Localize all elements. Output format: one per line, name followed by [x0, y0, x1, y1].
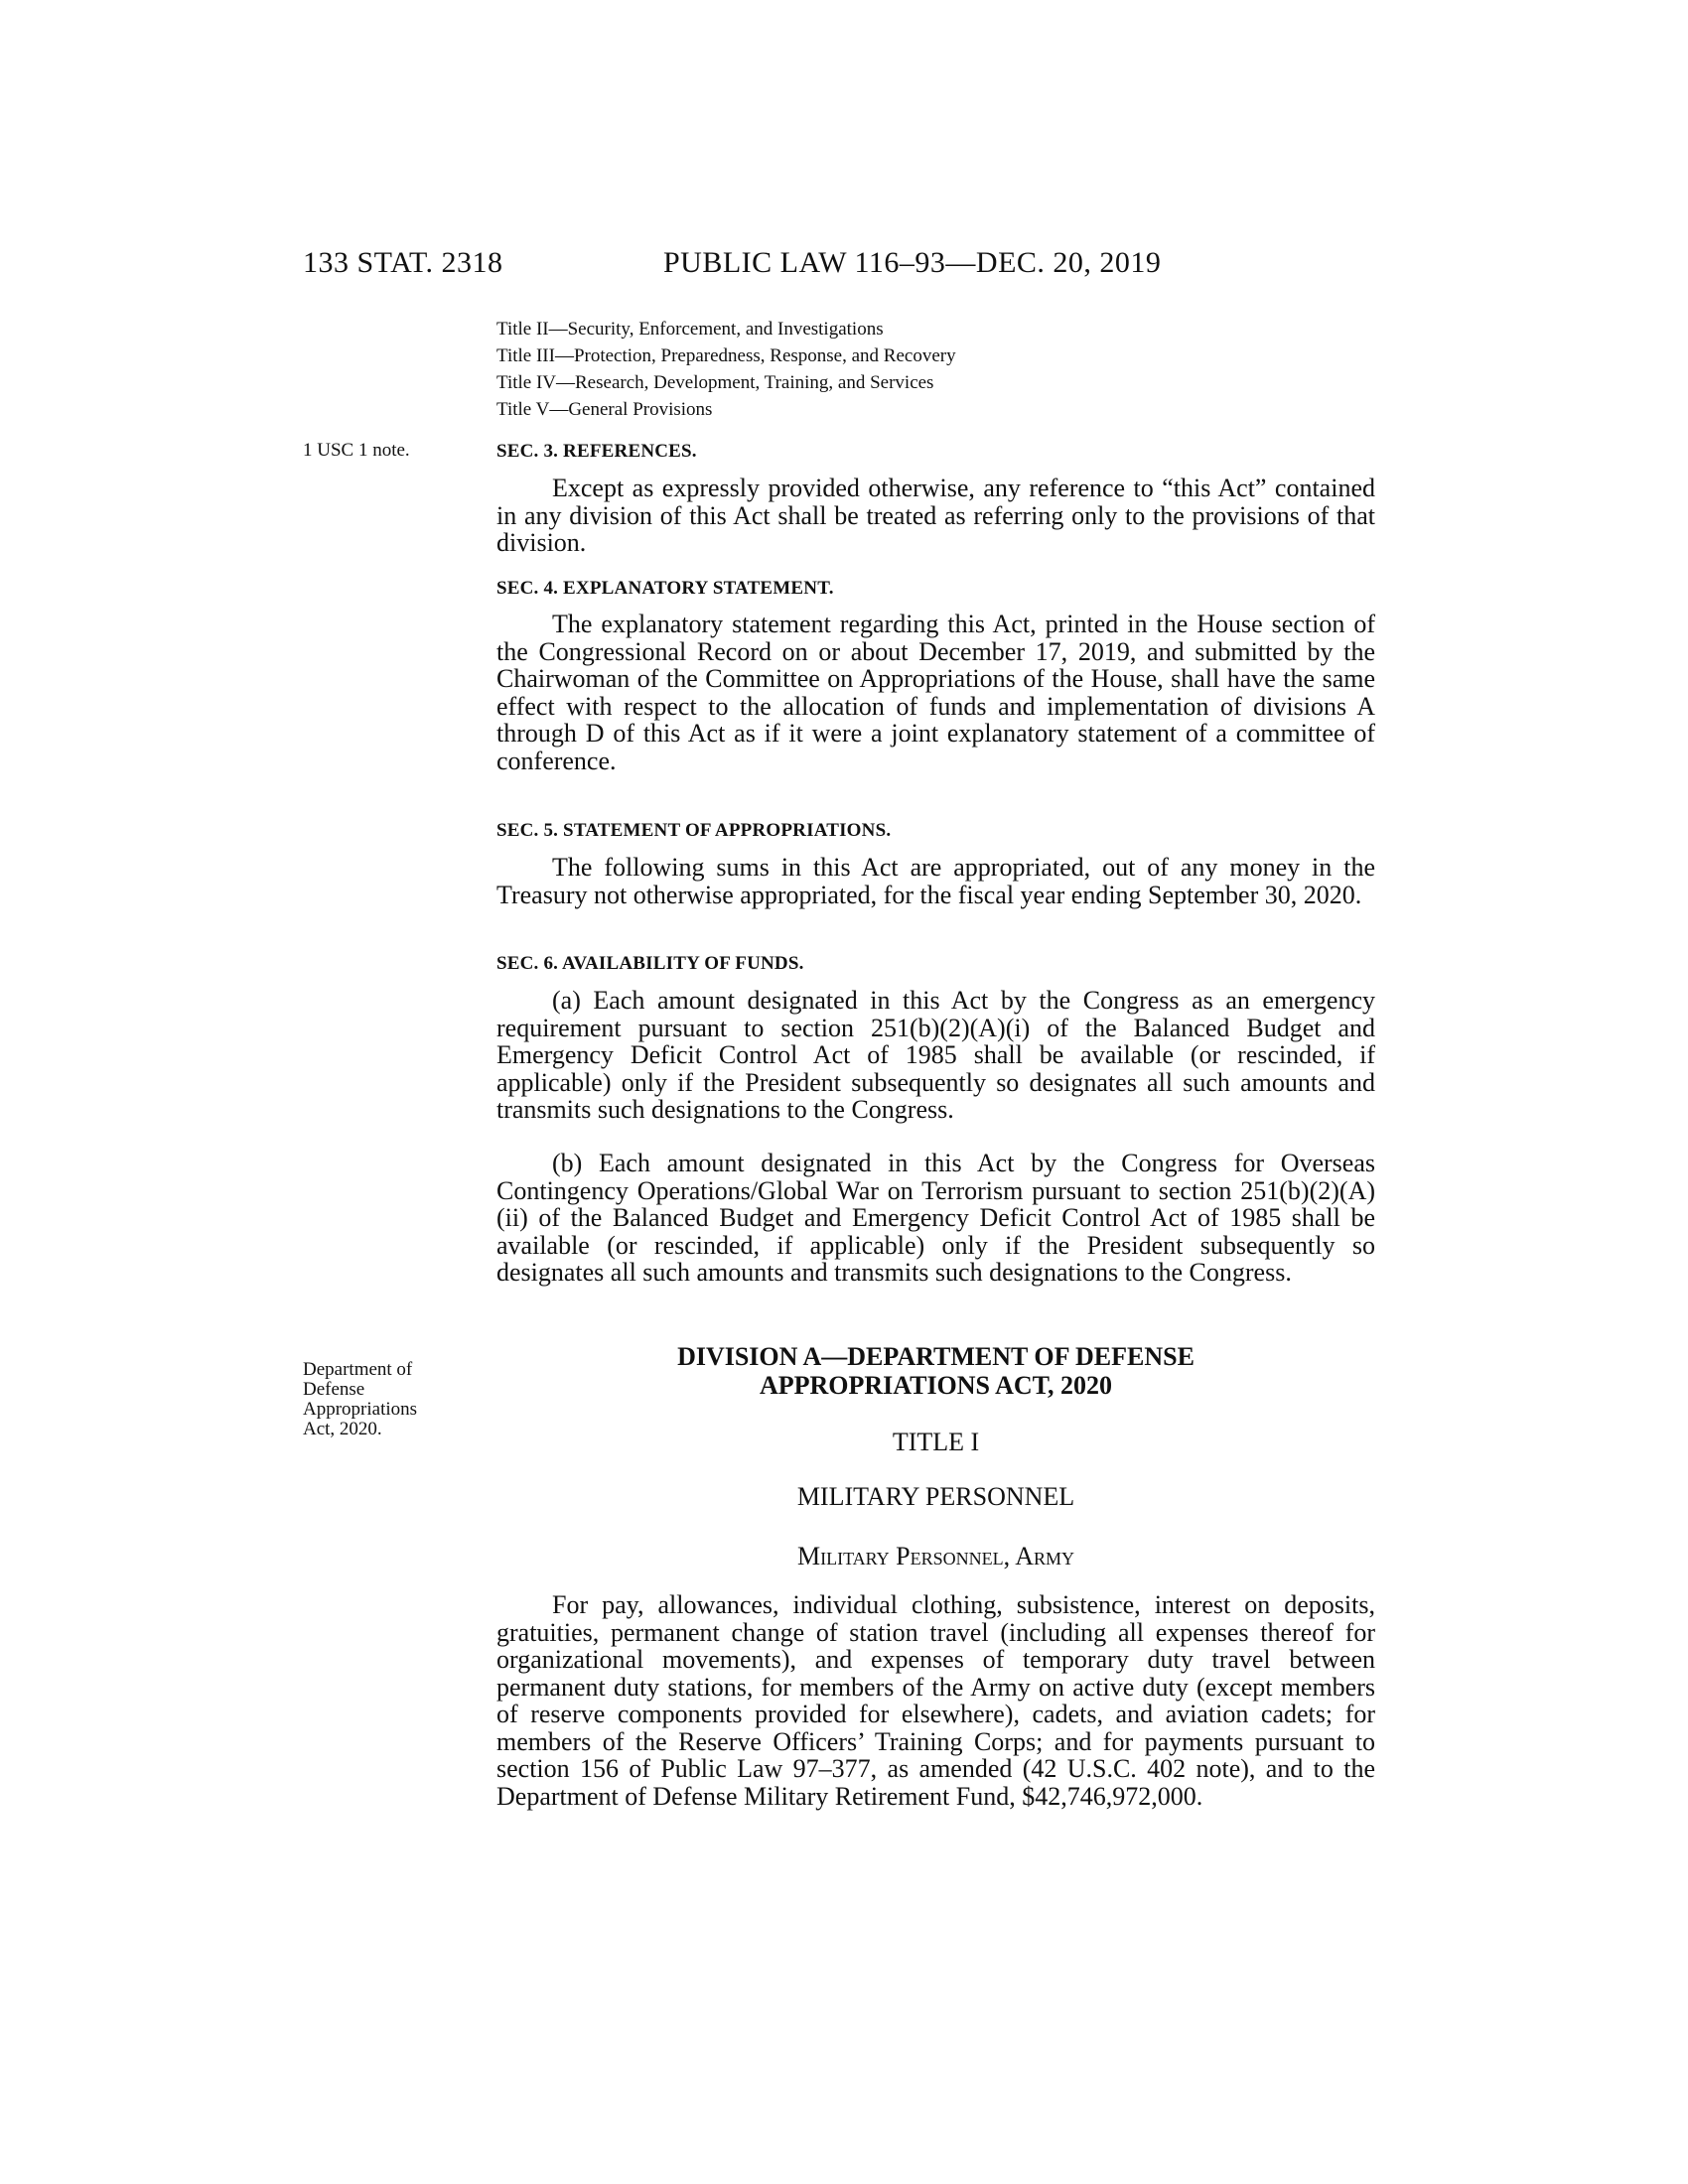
division-title [496, 1342, 1375, 1400]
margin-note-dod-act [303, 1360, 462, 1439]
appropriation-heading: Military Personnel, Army [797, 1542, 1074, 1570]
margin-note-line: Department of [303, 1359, 413, 1380]
toc-item: Title III—Protection, Preparedness, Response, and Recovery [496, 345, 956, 366]
margin-note-line: Appropriations [303, 1399, 418, 1420]
margin-note-line: Act, 2020. [303, 1419, 382, 1439]
toc-item: Title II—Security, Enforcement, and Investigations [496, 319, 884, 340]
toc-item: Title V—General Provisions [496, 399, 713, 420]
section-6-heading: SEC. 6. AVAILABILITY OF FUNDS. [496, 953, 804, 974]
division-title-line: APPROPRIATIONS ACT, 2020 [759, 1371, 1113, 1400]
section-6a-text: (a) Each amount designated in this Act by the Congress as an emergency requirement pursuant to section 251(b)(2)(A)(i) of the Balanced Budget and Emergency Deficit Control Act of 1985 shall be available (or rescinded, if applicable) only if the President subsequently so designates all such amounts and transmits such designations to the Congress. [496, 986, 1375, 1124]
page-header [0, 246, 1688, 286]
margin-note-usc: 1 USC 1 note. [303, 440, 410, 461]
section-5-heading: SEC. 5. STATEMENT OF APPROPRIATIONS. [496, 820, 892, 841]
public-law-citation: PUBLIC LAW 116–93—DEC. 20, 2019 [663, 246, 1162, 279]
title-heading: TITLE I [892, 1428, 980, 1456]
table-of-contents [496, 316, 956, 423]
section-5-text: The following sums in this Act are appropriated, out of any money in the Treasury not otherwise appropriated, for the fiscal year ending September 30, 2020. [496, 853, 1375, 909]
section-4-text: The explanatory statement regarding this Act, printed in the House section of the Congressional Record on or about December 17, 2019, and submitted by the Chairwoman of the Committee on Appropriations of the House, shall have the same effect with respect to the allocation of funds and implementation of divisions A through D of this Act as if it were a joint explanatory statement of a committee of conference. [496, 610, 1375, 775]
toc-item: Title IV—Research, Development, Training, and Services [496, 372, 934, 393]
section-4-heading: SEC. 4. EXPLANATORY STATEMENT. [496, 578, 834, 599]
margin-note-line: Defense [303, 1379, 365, 1400]
division-title-line: DIVISION A—DEPARTMENT OF DEFENSE [677, 1342, 1195, 1371]
section-6b-text: (b) Each amount designated in this Act by the Congress for Overseas Contingency Operations/Global War on Terrorism pursuant to section 251(b)(2)(A)(ii) of the Balanced Budget and Emergency Deficit Control Act of 1985 shall be available (or rescinded, if applicable) only if the President subsequently so designates all such amounts and transmits such designations to the Congress. [496, 1149, 1375, 1287]
appropriation-text: For pay, allowances, individual clothing, subsistence, interest on deposits, gratuities, permanent change of station travel (including all expenses thereof for organizational movements), and expenses of temporary duty travel between permanent duty stations, for members of the Army on active duty (except members of reserve components provided for elsewhere), cadets, and aviation cadets; for members of the Reserve Officers’ Training Corps; and for payments pursuant to section 156 of Public Law 97–377, as amended (42 U.S.C. 402 note), and to the Department of Defense Military Retirement Fund, $42,746,972,000. [496, 1590, 1375, 1811]
title-subject: MILITARY PERSONNEL [796, 1482, 1075, 1511]
section-3-text: Except as expressly provided otherwise, any reference to “this Act” contained in any division of this Act shall be treated as referring only to the provisions of that division. [496, 474, 1375, 557]
statute-page-number: 133 STAT. 2318 [303, 246, 503, 279]
section-3-heading: SEC. 3. REFERENCES. [496, 441, 697, 462]
